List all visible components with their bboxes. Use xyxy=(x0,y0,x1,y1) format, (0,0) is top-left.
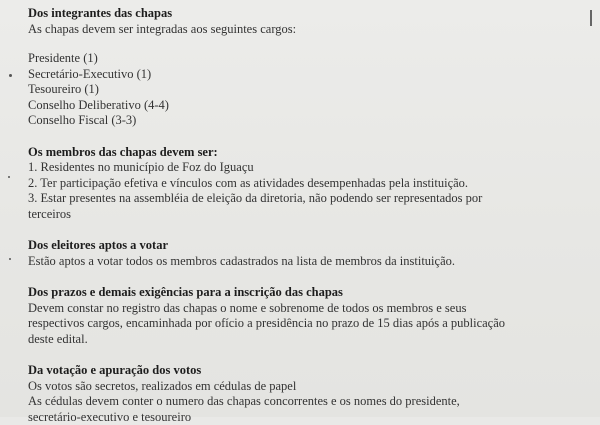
section-text: terceiros xyxy=(28,207,588,223)
section-heading: Da votação e apuração dos votos xyxy=(28,363,588,379)
document-body xyxy=(28,6,588,425)
section-text: 1. Residentes no município de Foz do Iguaçu xyxy=(28,160,588,176)
section-integrantes xyxy=(28,6,588,129)
list-item: Conselho Fiscal (3-3) xyxy=(28,113,588,129)
section-text: secretário-executivo e tesoureiro xyxy=(28,410,588,425)
list-item: Presidente (1) xyxy=(28,51,588,67)
section-eleitores xyxy=(28,238,588,269)
list-item: Conselho Deliberativo (4-4) xyxy=(28,98,588,114)
section-heading: Dos prazos e demais exigências para a inscrição das chapas xyxy=(28,285,588,301)
section-membros xyxy=(28,145,588,223)
section-text: deste edital. xyxy=(28,332,588,348)
section-text: 3. Estar presentes na assembléia de eleição da diretoria, não podendo ser representados por xyxy=(28,191,588,207)
list-item: Secretário-Executivo (1) xyxy=(28,67,588,83)
section-heading: Dos integrantes das chapas xyxy=(28,6,588,22)
section-prazos xyxy=(28,285,588,347)
list-item: Tesoureiro (1) xyxy=(28,82,588,98)
section-text: Estão aptos a votar todos os membros cadastrados na lista de membros da instituição. xyxy=(28,254,588,270)
section-text: 2. Ter participação efetiva e vínculos com as atividades desempenhadas pela instituição. xyxy=(28,176,588,192)
section-heading: Os membros das chapas devem ser: xyxy=(28,145,588,161)
section-text: respectivos cargos, encaminhada por ofício a presidência no prazo de 15 dias após a publicação xyxy=(28,316,588,332)
section-text: Devem constar no registro das chapas o nome e sobrenome de todos os membros e seus xyxy=(28,301,588,317)
section-votacao xyxy=(28,363,588,425)
section-heading: Dos eleitores aptos a votar xyxy=(28,238,588,254)
section-text: As chapas devem ser integradas aos seguintes cargos: xyxy=(28,22,588,38)
section-text: Os votos são secretos, realizados em cédulas de papel xyxy=(28,379,588,395)
scan-mark-line xyxy=(590,10,592,26)
section-text: As cédulas devem conter o numero das chapas concorrentes e os nomes do presidente, xyxy=(28,394,588,410)
